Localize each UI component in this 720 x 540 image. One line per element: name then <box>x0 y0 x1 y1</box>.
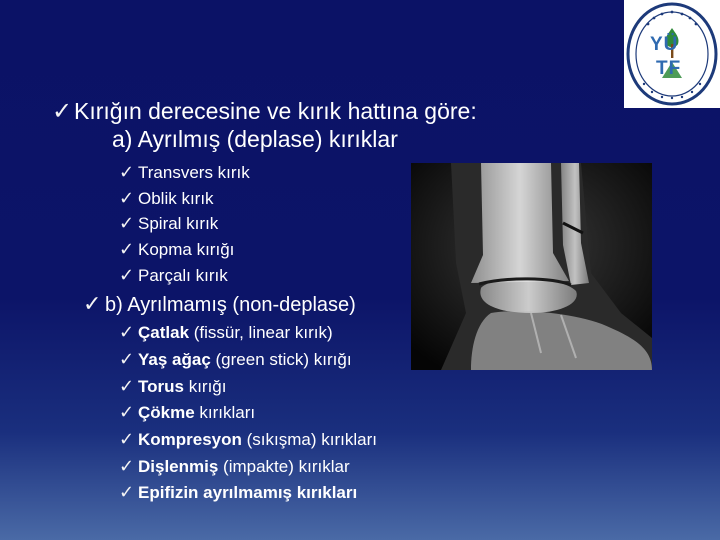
list-item: ✓ Spiral kırık <box>119 213 219 234</box>
section-b-heading: ✓ b) Ayrılmamış (non-deplase) <box>83 292 356 317</box>
check-icon: ✓ <box>119 188 135 209</box>
check-icon: ✓ <box>119 482 135 503</box>
check-icon: ✓ <box>119 402 135 423</box>
list-item: ✓ Kompresyon (sıkışma) kırıkları <box>119 429 377 450</box>
check-icon: ✓ <box>119 162 135 183</box>
logo-letters-bottom: TF <box>656 58 682 79</box>
xray-ankle-image <box>411 163 652 370</box>
check-icon: ✓ <box>119 213 135 234</box>
list-item: ✓ Parçalı kırık <box>119 265 228 286</box>
check-icon: ✓ <box>119 239 135 260</box>
list-item: ✓ Kopma kırığı <box>119 239 235 260</box>
check-icon: ✓ <box>119 376 135 397</box>
check-icon: ✓ <box>119 322 135 343</box>
list-item: ✓ Yaş ağaç (green stick) kırığı <box>119 349 352 370</box>
list-item: ✓ Oblik kırık <box>119 188 214 209</box>
list-item: ✓ Torus kırığı <box>119 376 227 397</box>
university-logo <box>624 0 720 108</box>
check-icon: ✓ <box>119 456 135 477</box>
main-heading <box>52 97 477 125</box>
logo-letters-top: YÜ <box>650 34 679 55</box>
list-item: ✓ Dişlenmiş (impakte) kırıklar <box>119 456 350 477</box>
check-icon: ✓ <box>119 429 135 450</box>
list-item: ✓ Transvers kırık <box>119 162 250 183</box>
check-icon: ✓ <box>83 292 102 317</box>
check-icon: ✓ <box>119 265 135 286</box>
check-icon: ✓ <box>52 97 73 125</box>
list-item: ✓ Çökme kırıkları <box>119 402 256 423</box>
check-icon: ✓ <box>119 349 135 370</box>
list-item: ✓ Çatlak (fissür, linear kırık) <box>119 322 333 343</box>
main-heading-text: Kırığın derecesine ve kırık hattına göre: <box>74 98 477 124</box>
list-item: ✓ Epifizin ayrılmamış kırıkları <box>119 482 358 503</box>
section-a-heading: a) Ayrılmış (deplase) kırıklar <box>112 126 398 152</box>
